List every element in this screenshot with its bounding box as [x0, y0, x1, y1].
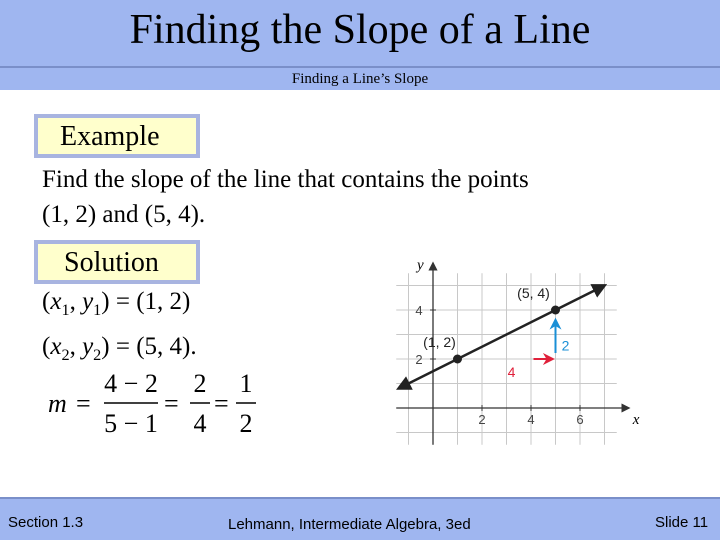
- x-axis-label: x: [632, 412, 640, 428]
- footer-book: Lehmann, Intermediate Algebra, 3ed: [228, 516, 471, 533]
- x-tick-label: 6: [576, 412, 584, 427]
- point-2: [551, 306, 560, 315]
- point-1-label: (1, 2): [423, 334, 456, 350]
- slope-formula: [44, 366, 274, 446]
- equation-point-1-value: = (1, 2): [109, 288, 191, 315]
- y-axis-label: y: [417, 257, 424, 274]
- equation-point-2-value: = (5, 4).: [109, 333, 197, 360]
- y-tick-label: 2: [415, 352, 423, 367]
- point-2-label: (5, 4): [517, 285, 550, 301]
- slide-subtitle: Finding a Line’s Slope: [291, 71, 429, 87]
- problem-line-2: (1, 2) and (5, 4).: [42, 201, 206, 228]
- example-label: Example: [34, 114, 200, 158]
- formula-den-1: 5 − 1: [104, 409, 158, 438]
- equation-point-1: ($x_1$, $y_1) = (1$, 2): [42, 288, 191, 319]
- formula-eq-1: =: [76, 389, 91, 418]
- solution-label: Solution: [34, 240, 200, 284]
- x-tick-label: 4: [527, 412, 535, 427]
- equation-point-2: ($x_2$, $y_2) = (5$, 4).: [42, 333, 197, 364]
- formula-num-2: 2: [193, 369, 207, 398]
- point-1: [453, 355, 462, 364]
- x-tick-label: 2: [478, 412, 486, 427]
- rise-label: 2: [561, 337, 570, 354]
- footer-slide-number: Slide 11: [655, 514, 709, 531]
- formula-den-2: 4: [193, 409, 207, 438]
- y-tick-label: 4: [415, 303, 423, 318]
- formula-m: m: [48, 389, 67, 418]
- formula-num-1: 4 − 2: [104, 369, 158, 398]
- slide-title: Finding the Slope of a Line: [129, 7, 591, 53]
- formula-num-3: 1: [239, 369, 253, 398]
- problem-line-1: Find the slope of the line that contains the points: [42, 166, 529, 193]
- coordinate-graph: [380, 238, 670, 453]
- grid-lines: [396, 273, 617, 445]
- run-label: 4: [507, 364, 516, 380]
- graph-labels: [415, 257, 640, 428]
- formula-eq-3: =: [214, 389, 229, 418]
- formula-den-3: 2: [239, 409, 253, 438]
- footer-section: Section 1.3: [8, 514, 84, 531]
- formula-eq-2: =: [164, 389, 179, 418]
